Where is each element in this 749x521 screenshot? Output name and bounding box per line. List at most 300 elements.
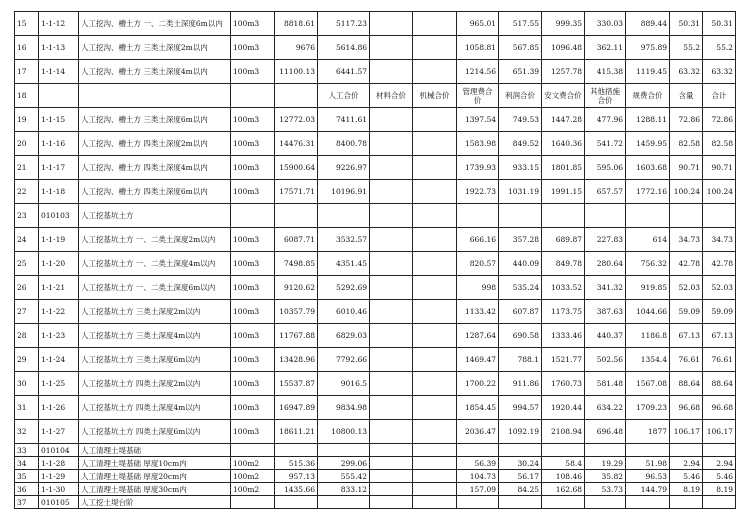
- cell-labor: 4351.45: [318, 252, 370, 276]
- cell-profit: 788.1: [499, 348, 542, 372]
- table-row: [15, 132, 736, 156]
- cell-profit: 749.53: [499, 108, 542, 132]
- cell-content: 96.68: [670, 396, 703, 420]
- cell-unit_price: 10357.79: [275, 300, 318, 324]
- table-row: [15, 420, 736, 444]
- cell-content: 34.73: [670, 228, 703, 252]
- cell-unit_price: 12772.03: [275, 108, 318, 132]
- cell-other: [585, 444, 626, 457]
- cell-content: 72.86: [670, 108, 703, 132]
- cell-unit: 100m3: [231, 420, 275, 444]
- cell-name: 人工挖基坑土方 三类土深度2m以内: [79, 300, 231, 324]
- table-row: [15, 396, 736, 420]
- cell-mgmt: 1214.56: [457, 60, 499, 84]
- cell-material: [370, 108, 413, 132]
- cell-total: 88.64: [703, 372, 736, 396]
- table-row: [15, 180, 736, 204]
- cell-machine: [413, 60, 457, 84]
- cell-no: 29: [15, 348, 39, 372]
- cell-code: 1-1-19: [39, 228, 79, 252]
- cell-machine: [413, 470, 457, 483]
- cell-content: 82.58: [670, 132, 703, 156]
- cell-mgmt: 56.39: [457, 457, 499, 470]
- cell-unit: 100m2: [231, 483, 275, 496]
- cell-total: 8.19: [703, 483, 736, 496]
- cell-material: [370, 228, 413, 252]
- cell-fee: 1603.68: [626, 156, 670, 180]
- cell-safety: 1257.78: [542, 60, 585, 84]
- cell-code: 1-1-17: [39, 156, 79, 180]
- cell-material: [370, 132, 413, 156]
- table-row: [15, 444, 736, 457]
- cell-no: 21: [15, 156, 39, 180]
- cell-no: 25: [15, 252, 39, 276]
- cell-profit: [499, 496, 542, 509]
- cell-unit_price: 15537.87: [275, 372, 318, 396]
- cell-fee: 51.98: [626, 457, 670, 470]
- table-row: [15, 156, 736, 180]
- cell-content: 90.71: [670, 156, 703, 180]
- cell-fee: 1186.8: [626, 324, 670, 348]
- cell-labor: [318, 204, 370, 228]
- table-row: [15, 60, 736, 84]
- cell-other: 330.03: [585, 12, 626, 36]
- cell-unit: 100m3: [231, 108, 275, 132]
- cell-other: 227.83: [585, 228, 626, 252]
- cell-code: 1-1-15: [39, 108, 79, 132]
- cell-other: 53.73: [585, 483, 626, 496]
- table-row: [15, 36, 736, 60]
- cell-profit: 517.55: [499, 12, 542, 36]
- cell-other: 657.57: [585, 180, 626, 204]
- cell-unit: 100m3: [231, 60, 275, 84]
- cell-content: 42.78: [670, 252, 703, 276]
- cell-profit: 1031.19: [499, 180, 542, 204]
- cell-content: 5.46: [670, 470, 703, 483]
- cell-labor: 7411.61: [318, 108, 370, 132]
- cell-material: [370, 444, 413, 457]
- cell-mgmt: 1469.47: [457, 348, 499, 372]
- cell-mgmt: 2036.47: [457, 420, 499, 444]
- cell-unit_price: 15900.64: [275, 156, 318, 180]
- cell-labor: 5292.69: [318, 276, 370, 300]
- cell-content: [670, 496, 703, 509]
- cell-other: 19.29: [585, 457, 626, 470]
- cell-content: 67.13: [670, 324, 703, 348]
- cell-unit: 100m3: [231, 348, 275, 372]
- cell-code: 1-1-14: [39, 60, 79, 84]
- cell-unit: 100m3: [231, 180, 275, 204]
- cell-safety: 1447.28: [542, 108, 585, 132]
- cell-safety: 1521.77: [542, 348, 585, 372]
- header-fee: 规费合价: [626, 84, 670, 108]
- cell-machine: [413, 348, 457, 372]
- cell-machine: [413, 132, 457, 156]
- cell-code: 1-1-23: [39, 324, 79, 348]
- header-total: 合计: [703, 84, 736, 108]
- cell-machine: [413, 156, 457, 180]
- table-row: [15, 324, 736, 348]
- cell-fee: 1459.95: [626, 132, 670, 156]
- table-row: [15, 108, 736, 132]
- cell-total: 50.31: [703, 12, 736, 36]
- cell-labor: 8400.78: [318, 132, 370, 156]
- cell-total: [703, 444, 736, 457]
- cell-unit: 100m3: [231, 12, 275, 36]
- cell-machine: [413, 372, 457, 396]
- cell-name: 人工挖基坑土方 一、二类土深度6m以内: [79, 276, 231, 300]
- cell-no: 32: [15, 420, 39, 444]
- cell-code: 1-1-12: [39, 12, 79, 36]
- cell-material: [370, 300, 413, 324]
- cell-labor: 10800.13: [318, 420, 370, 444]
- cell-unit: 100m3: [231, 276, 275, 300]
- cell-other: 35.82: [585, 470, 626, 483]
- cell-total: 100.24: [703, 180, 736, 204]
- cell-content: 52.03: [670, 276, 703, 300]
- cell-unit: 100m3: [231, 300, 275, 324]
- cell-unit_price: 16947.89: [275, 396, 318, 420]
- cell-no: 26: [15, 276, 39, 300]
- cell-unit_price: [275, 496, 318, 509]
- table-row: [15, 276, 736, 300]
- cell-unit_price: 9120.62: [275, 276, 318, 300]
- cell-labor: 10196.91: [318, 180, 370, 204]
- cell-fee: 1044.66: [626, 300, 670, 324]
- cell-unit_price: [275, 444, 318, 457]
- cell-other: [585, 204, 626, 228]
- cell-code: 010103: [39, 204, 79, 228]
- cell-mgmt: 666.16: [457, 228, 499, 252]
- cell-safety: 162.68: [542, 483, 585, 496]
- cell-material: [370, 372, 413, 396]
- cell-no: 19: [15, 108, 39, 132]
- cell-profit: [499, 204, 542, 228]
- cell-material: [370, 470, 413, 483]
- cell-safety: 1173.75: [542, 300, 585, 324]
- cell-profit: 357.28: [499, 228, 542, 252]
- cell-unit_price: 957.13: [275, 470, 318, 483]
- cell-name: 人工挖土堤台阶: [79, 496, 231, 509]
- cell-total: 106.17: [703, 420, 736, 444]
- cell-code: 1-1-18: [39, 180, 79, 204]
- cell-fee: 1119.45: [626, 60, 670, 84]
- cell-fee: 1877: [626, 420, 670, 444]
- cell-machine: [413, 324, 457, 348]
- cell-unit: [231, 204, 275, 228]
- cell-name: 人工挖沟、槽土方 一、二类土深度6m以内: [79, 12, 231, 36]
- cell-unit_price: 1435.66: [275, 483, 318, 496]
- cell-total: 42.78: [703, 252, 736, 276]
- cell-labor: 6441.57: [318, 60, 370, 84]
- header-content: 含量: [670, 84, 703, 108]
- cell-no: 30: [15, 372, 39, 396]
- cell-total: [703, 204, 736, 228]
- cell-code: 1-1-27: [39, 420, 79, 444]
- cell-total: 76.61: [703, 348, 736, 372]
- header-labor: 人工合价: [318, 84, 370, 108]
- cell-no: 34: [15, 457, 39, 470]
- table-row: [15, 228, 736, 252]
- cell-name: 人工清理土堤基础 厚度20cm内: [79, 470, 231, 483]
- cell-no: 35: [15, 470, 39, 483]
- cell-machine: [413, 483, 457, 496]
- cell-unit: 100m3: [231, 372, 275, 396]
- table-row: [15, 348, 736, 372]
- cell-safety: [542, 204, 585, 228]
- cell-mgmt: [457, 496, 499, 509]
- header-empty: [39, 84, 79, 108]
- cell-fee: 96.53: [626, 470, 670, 483]
- cell-machine: [413, 496, 457, 509]
- cell-code: 010104: [39, 444, 79, 457]
- cell-labor: 7792.66: [318, 348, 370, 372]
- cell-safety: 1801.85: [542, 156, 585, 180]
- cell-other: 280.64: [585, 252, 626, 276]
- cell-unit: 100m3: [231, 324, 275, 348]
- cell-fee: 614: [626, 228, 670, 252]
- cell-code: 1-1-13: [39, 36, 79, 60]
- cell-material: [370, 204, 413, 228]
- cell-material: [370, 348, 413, 372]
- cell-name: 人工挖沟、槽土方 四类土深度6m以内: [79, 180, 231, 204]
- cell-name: 人工挖沟、槽土方 四类土深度2m以内: [79, 132, 231, 156]
- header-profit: 利润合价: [499, 84, 542, 108]
- cell-total: 72.86: [703, 108, 736, 132]
- cell-content: 63.32: [670, 60, 703, 84]
- cell-total: 67.13: [703, 324, 736, 348]
- cell-content: 88.64: [670, 372, 703, 396]
- cell-machine: [413, 396, 457, 420]
- cell-content: [670, 444, 703, 457]
- cell-name: 人工挖基坑土方 一、二类土深度2m以内: [79, 228, 231, 252]
- cell-profit: 84.25: [499, 483, 542, 496]
- cell-no: 23: [15, 204, 39, 228]
- cell-no: 16: [15, 36, 39, 60]
- cell-machine: [413, 108, 457, 132]
- cell-machine: [413, 180, 457, 204]
- cell-fee: 889.44: [626, 12, 670, 36]
- cell-other: 581.48: [585, 372, 626, 396]
- cell-other: 696.48: [585, 420, 626, 444]
- table-row: [15, 457, 736, 470]
- cell-unit: 100m2: [231, 457, 275, 470]
- cell-unit_price: 8818.61: [275, 12, 318, 36]
- cell-name: 人工挖基坑土方 一、二类土深度4m以内: [79, 252, 231, 276]
- cell-machine: [413, 252, 457, 276]
- cell-no: 22: [15, 180, 39, 204]
- cell-safety: 689.87: [542, 228, 585, 252]
- cell-safety: 1640.36: [542, 132, 585, 156]
- cell-labor: 9016.5: [318, 372, 370, 396]
- cell-no: 28: [15, 324, 39, 348]
- table-header-row: [15, 84, 736, 108]
- cell-total: 52.03: [703, 276, 736, 300]
- cell-fee: [626, 496, 670, 509]
- cell-safety: 849.78: [542, 252, 585, 276]
- cell-mgmt: 965.01: [457, 12, 499, 36]
- cell-content: 8.19: [670, 483, 703, 496]
- header-empty: [231, 84, 275, 108]
- cell-code: 1-1-22: [39, 300, 79, 324]
- cell-other: [585, 496, 626, 509]
- cell-content: 50.31: [670, 12, 703, 36]
- cell-machine: [413, 300, 457, 324]
- cell-no: 36: [15, 483, 39, 496]
- cell-unit: [231, 444, 275, 457]
- cell-labor: 299.06: [318, 457, 370, 470]
- cell-safety: 1096.48: [542, 36, 585, 60]
- cell-other: 595.06: [585, 156, 626, 180]
- header-material: 材料合价: [370, 84, 413, 108]
- cell-fee: 1772.16: [626, 180, 670, 204]
- cell-labor: [318, 444, 370, 457]
- cell-other: 541.72: [585, 132, 626, 156]
- cell-material: [370, 496, 413, 509]
- cell-unit: 100m3: [231, 132, 275, 156]
- cell-name: 人工挖基坑土方 四类土深度2m以内: [79, 372, 231, 396]
- table-row: [15, 300, 736, 324]
- cell-no: 15: [15, 12, 39, 36]
- cell-name: 人工挖基坑土方: [79, 204, 231, 228]
- cell-material: [370, 36, 413, 60]
- cell-fee: [626, 444, 670, 457]
- header-empty: [275, 84, 318, 108]
- cell-material: [370, 252, 413, 276]
- cell-other: 634.22: [585, 396, 626, 420]
- cell-content: 106.17: [670, 420, 703, 444]
- header-machine: 机械合价: [413, 84, 457, 108]
- cell-material: [370, 483, 413, 496]
- cell-labor: 6829.03: [318, 324, 370, 348]
- cell-labor: 5117.23: [318, 12, 370, 36]
- cell-no: 20: [15, 132, 39, 156]
- cell-mgmt: 1287.64: [457, 324, 499, 348]
- cell-unit_price: 13428.96: [275, 348, 318, 372]
- cell-mgmt: 1739.93: [457, 156, 499, 180]
- cell-other: 341.32: [585, 276, 626, 300]
- cell-total: 2.94: [703, 457, 736, 470]
- cell-unit_price: 11100.13: [275, 60, 318, 84]
- cell-fee: 1709.23: [626, 396, 670, 420]
- cell-code: 1-1-29: [39, 470, 79, 483]
- header-other: 其他措施合价: [585, 84, 626, 108]
- cell-name: 人工挖基坑土方 四类土深度4m以内: [79, 396, 231, 420]
- cell-machine: [413, 420, 457, 444]
- cell-unit_price: 515.36: [275, 457, 318, 470]
- cell-profit: 994.57: [499, 396, 542, 420]
- cell-material: [370, 180, 413, 204]
- cell-safety: 1991.15: [542, 180, 585, 204]
- cell-mgmt: 1583.98: [457, 132, 499, 156]
- cell-mgmt: 104.73: [457, 470, 499, 483]
- cell-machine: [413, 457, 457, 470]
- cell-other: 362.11: [585, 36, 626, 60]
- cell-no: 37: [15, 496, 39, 509]
- cell-labor: 833.12: [318, 483, 370, 496]
- cell-name: 人工挖沟、槽土方 三类土深度4m以内: [79, 60, 231, 84]
- table-row: [15, 12, 736, 36]
- cell-material: [370, 457, 413, 470]
- cell-code: 1-1-25: [39, 372, 79, 396]
- table-row: [15, 496, 736, 509]
- cell-total: 96.68: [703, 396, 736, 420]
- cell-material: [370, 156, 413, 180]
- table-row: [15, 252, 736, 276]
- cell-unit_price: 17571.71: [275, 180, 318, 204]
- cell-machine: [413, 444, 457, 457]
- cell-mgmt: [457, 444, 499, 457]
- cell-name: 人工清理土堤基础: [79, 444, 231, 457]
- cell-labor: 9226.97: [318, 156, 370, 180]
- cell-no: 33: [15, 444, 39, 457]
- cell-unit: 100m3: [231, 252, 275, 276]
- cell-fee: 1567.08: [626, 372, 670, 396]
- cell-labor: 555.42: [318, 470, 370, 483]
- cell-safety: 1333.46: [542, 324, 585, 348]
- cell-unit: 100m2: [231, 470, 275, 483]
- cell-profit: 911.86: [499, 372, 542, 396]
- cell-mgmt: 1133.42: [457, 300, 499, 324]
- cell-machine: [413, 12, 457, 36]
- cell-no: 17: [15, 60, 39, 84]
- cell-fee: 919.85: [626, 276, 670, 300]
- header-safety: 安文费合价: [542, 84, 585, 108]
- header-no: 18: [15, 84, 39, 108]
- cell-labor: 9834.98: [318, 396, 370, 420]
- cell-content: 2.94: [670, 457, 703, 470]
- cell-profit: 607.87: [499, 300, 542, 324]
- cell-profit: [499, 444, 542, 457]
- cell-machine: [413, 276, 457, 300]
- cell-labor: 3532.57: [318, 228, 370, 252]
- cell-profit: 690.58: [499, 324, 542, 348]
- cell-material: [370, 396, 413, 420]
- cell-name: 人工清理土堤基础 厚度10cm内: [79, 457, 231, 470]
- cell-total: 34.73: [703, 228, 736, 252]
- cell-profit: 849.52: [499, 132, 542, 156]
- cell-total: 59.09: [703, 300, 736, 324]
- cell-mgmt: 157.09: [457, 483, 499, 496]
- cell-safety: 1760.73: [542, 372, 585, 396]
- cell-name: 人工挖沟、槽土方 三类土深度2m以内: [79, 36, 231, 60]
- table-row: [15, 470, 736, 483]
- cell-unit: 100m3: [231, 156, 275, 180]
- cell-name: 人工挖基坑土方 三类土深度6m以内: [79, 348, 231, 372]
- cell-no: 24: [15, 228, 39, 252]
- cell-content: [670, 204, 703, 228]
- cell-safety: 108.46: [542, 470, 585, 483]
- cell-code: 010105: [39, 496, 79, 509]
- cell-total: 90.71: [703, 156, 736, 180]
- table-row: [15, 372, 736, 396]
- cell-unit: [231, 496, 275, 509]
- cell-name: 人工清理土堤基础 厚度30cm内: [79, 483, 231, 496]
- cell-mgmt: 1397.54: [457, 108, 499, 132]
- cell-name: 人工挖沟、槽土方 四类土深度4m以内: [79, 156, 231, 180]
- cell-fee: 756.32: [626, 252, 670, 276]
- cell-labor: 6010.46: [318, 300, 370, 324]
- cell-safety: 999.35: [542, 12, 585, 36]
- cell-profit: 933.15: [499, 156, 542, 180]
- cell-profit: 1092.19: [499, 420, 542, 444]
- cell-machine: [413, 36, 457, 60]
- cell-material: [370, 420, 413, 444]
- cell-safety: 58.4: [542, 457, 585, 470]
- cell-fee: 1288.11: [626, 108, 670, 132]
- cell-safety: 2108.94: [542, 420, 585, 444]
- cell-unit: 100m3: [231, 36, 275, 60]
